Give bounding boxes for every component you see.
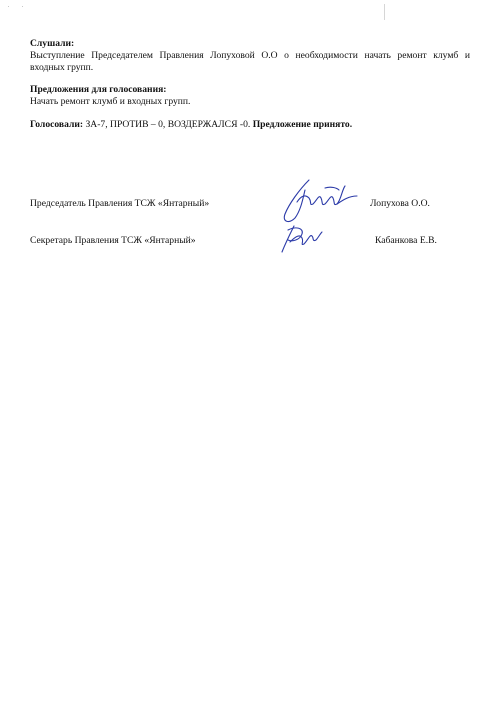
scan-artifact — [384, 4, 385, 20]
chairman-signature — [279, 176, 361, 226]
heard-text-line-1: Выступление Председателем Правления Лопуховой О.О о необходимости начать ремонт клумб и — [30, 50, 470, 61]
chairman-role: Председатель Правления ТСЖ «Янтарный» — [30, 198, 210, 209]
secretary-signature-icon — [278, 222, 324, 256]
scan-artifact — [8, 6, 9, 7]
secretary-role: Секретарь Правления ТСЖ «Янтарный» — [30, 235, 196, 246]
scan-artifact — [22, 6, 23, 7]
proposals-heading: Предложения для голосования: — [30, 84, 167, 95]
voting-label: Голосовали: — [30, 119, 84, 130]
heard-section — [30, 38, 470, 74]
chairman-signature-icon — [279, 176, 361, 226]
heard-text-line-2: входных групп. — [30, 62, 94, 73]
heard-heading: Слушали: — [30, 38, 75, 49]
voting-result: Предложение принято. — [252, 119, 353, 130]
secretary-signature — [278, 222, 324, 256]
voting-section — [30, 119, 470, 131]
voting-counts: ЗА-7, ПРОТИВ – 0, ВОЗДЕРЖАЛСЯ -0. — [83, 119, 251, 130]
proposals-section — [30, 84, 470, 108]
secretary-name: Кабанкова Е.В. — [375, 235, 437, 246]
chairman-name: Лопухова О.О. — [370, 198, 430, 209]
proposals-text: Начать ремонт клумб и входных групп. — [30, 96, 191, 107]
